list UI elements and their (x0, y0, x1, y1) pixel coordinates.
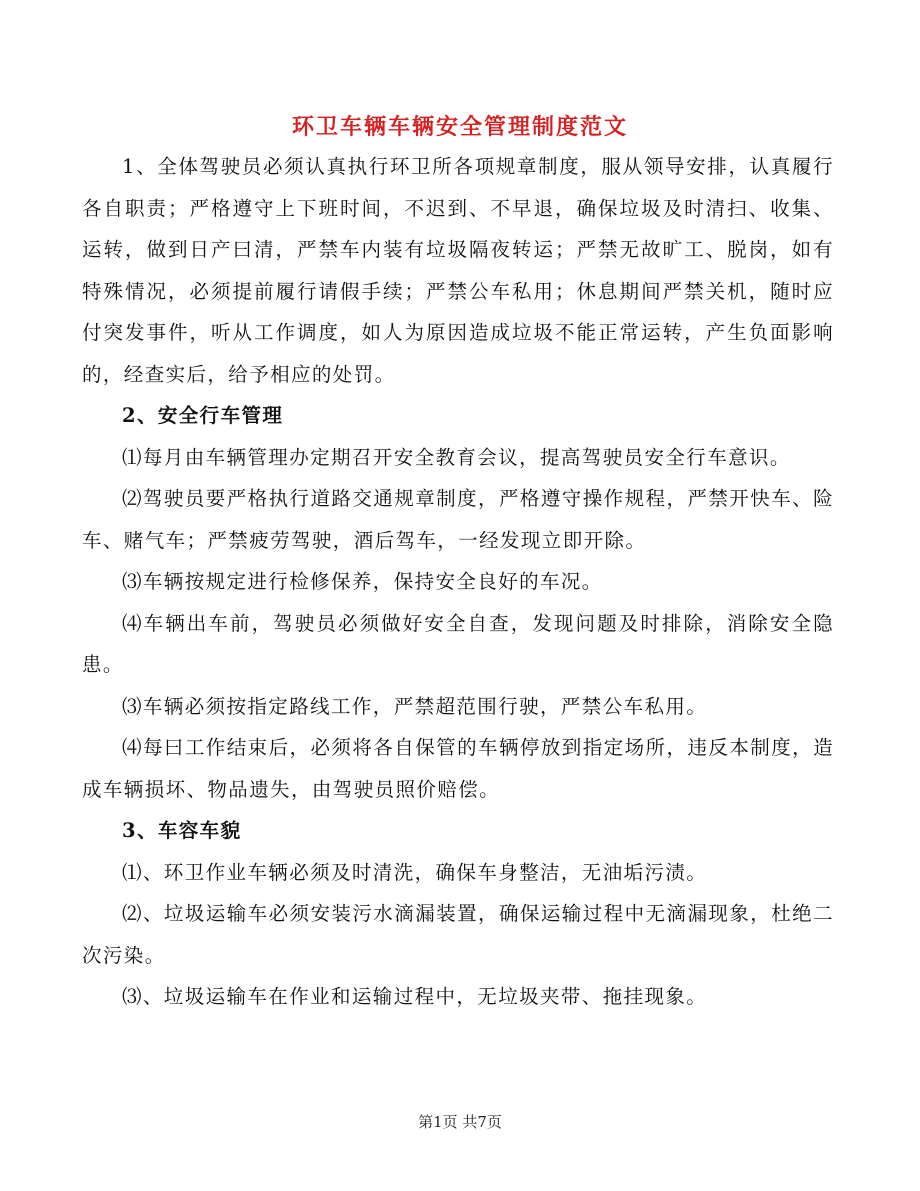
paragraph-2-2: ⑵驾驶员要严格执行道路交通规章制度，严格遵守操作规程，严禁开快车、险车、赌气车；严禁疲劳驾驶，酒后驾车，一经发现立即开除。 (82, 487, 834, 552)
document-title: 环卫车辆车辆安全管理制度范文 (291, 114, 628, 140)
paragraph-1: 1、全体驾驶员必须认真执行环卫所各项规章制度，服从领导安排，认真履行各自职责；严格遵守上下班时间，不迟到、不早退，确保垃圾及时清扫、收集、运转，做到日产曰清，严禁车内装有垃圾隔夜转运；严禁无故旷工、脱岗，如有特殊情况，必须提前履行请假手续；严禁公车私用；休息期间严禁关机，随时应付突发事件，听从工作调度，如人为原因造成垃圾不能正常运转，产生负面影响的，经查实后，给予相应的处罚。 (82, 155, 834, 386)
paragraph-3-2: ⑵、垃圾运输车必须安装污水滴漏装置，确保运输过程中无滴漏现象，杜绝二次污染。 (82, 902, 834, 967)
page-footer: 第1页 共7页 (418, 1113, 502, 1131)
paragraph-2-1: ⑴每月由车辆管理办定期召开安全教育会议，提高驾驶员安全行车意识。 (122, 445, 791, 469)
section-heading-2: 2、安全行车管理 (122, 404, 284, 427)
paragraph-2-6: ⑷每曰工作结束后，必须将各自保管的车辆停放到指定场所，违反本制度，造成车辆损坏、物品遗失，由驾驶员照价赔偿。 (82, 736, 834, 801)
paragraph-2-5: ⑶车辆必须按指定路线工作，严禁超范围行驶，严禁公车私用。 (122, 694, 708, 718)
paragraph-2-3: ⑶车辆按规定进行检修保养，保持安全良好的车况。 (122, 570, 603, 593)
paragraph-3-1: ⑴、环卫作业车辆必须及时清洗，确保车身整洁，无油垢污渍。 (122, 860, 708, 884)
paragraph-2-4: ⑷车辆出车前，驾驶员必须做好安全自查，发现问题及时排除，消除安全隐患。 (82, 611, 834, 676)
section-heading-3: 3、车容车貌 (122, 819, 242, 842)
paragraph-3-3: ⑶、垃圾运输车在作业和运输过程中，无垃圾夹带、拖挂现象。 (122, 985, 708, 1008)
document-body (82, 146, 834, 1018)
